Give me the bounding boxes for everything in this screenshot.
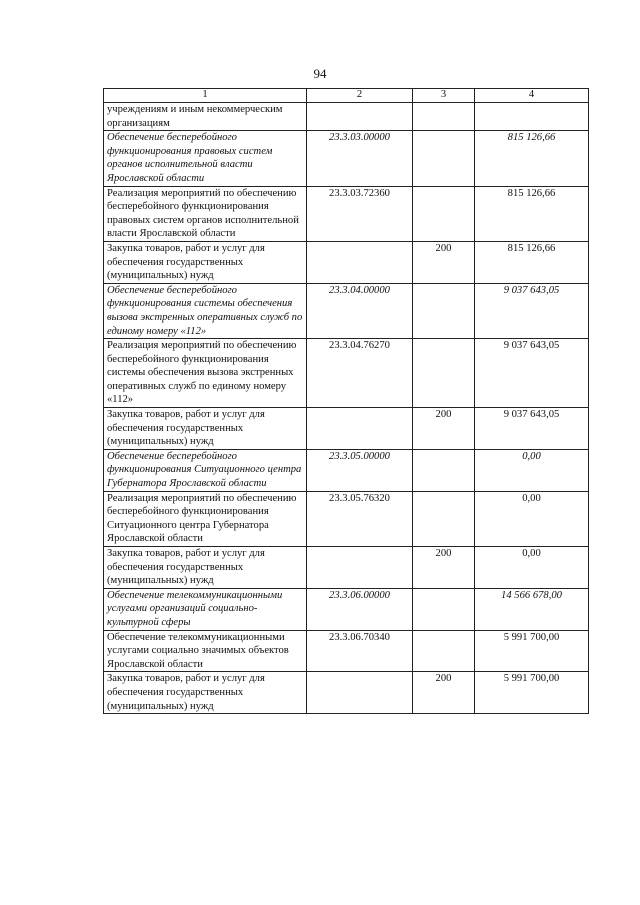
row-code-cell: 23.3.05.76320 [307,491,413,546]
row-expense-type-cell [413,588,475,630]
row-code-cell [307,103,413,131]
row-name-cell: Реализация мероприятий по обеспечению бесперебойного функционирования Ситуационного центра Губернатора Ярославской области [104,491,307,546]
column-header-1: 1 [104,89,307,103]
row-code-cell: 23.3.06.70340 [307,630,413,672]
row-amount-cell: 9 037 643,05 [475,408,589,450]
row-name-cell: Реализация мероприятий по обеспечению бесперебойного функционирования правовых систем органов исполнительной власти Ярославской области [104,186,307,241]
table-row [104,103,589,131]
table-row [104,283,589,338]
row-expense-type-cell [413,283,475,338]
column-header-2: 2 [307,89,413,103]
table-row [104,186,589,241]
row-expense-type-cell [413,186,475,241]
row-code-cell: 23.3.05.00000 [307,449,413,491]
row-expense-type-cell [413,339,475,408]
row-amount-cell: 9 037 643,05 [475,339,589,408]
row-amount-cell [475,103,589,131]
table-row [104,241,589,283]
row-expense-type-cell [413,131,475,186]
column-header-4: 4 [475,89,589,103]
row-amount-cell: 815 126,66 [475,131,589,186]
row-expense-type-cell: 200 [413,408,475,450]
table-row [104,672,589,714]
row-name-cell: Закупка товаров, работ и услуг для обеспечения государственных (муниципальных) нужд [104,408,307,450]
row-expense-type-cell: 200 [413,547,475,589]
row-code-cell [307,672,413,714]
row-code-cell [307,547,413,589]
row-amount-cell: 0,00 [475,491,589,546]
row-expense-type-cell [413,449,475,491]
row-code-cell: 23.3.04.76270 [307,339,413,408]
row-amount-cell: 815 126,66 [475,186,589,241]
table-row [104,588,589,630]
table-row [104,547,589,589]
row-name-cell: Обеспечение бесперебойного функционирования Ситуационного центра Губернатора Ярославской области [104,449,307,491]
row-name-cell: Обеспечение бесперебойного функционирования системы обеспечения вызова экстренных оперативных служб по единому номеру «112» [104,283,307,338]
row-code-cell: 23.3.03.72360 [307,186,413,241]
row-code-cell [307,408,413,450]
row-name-cell: Обеспечение бесперебойного функционирования правовых систем органов исполнительной власти Ярославской области [104,131,307,186]
row-amount-cell: 5 991 700,00 [475,630,589,672]
row-expense-type-cell [413,103,475,131]
row-expense-type-cell: 200 [413,672,475,714]
row-name-cell: Закупка товаров, работ и услуг для обеспечения государственных (муниципальных) нужд [104,672,307,714]
page-number: 94 [313,66,327,81]
row-expense-type-cell [413,630,475,672]
table-row [104,630,589,672]
row-name-cell: Обеспечение телекоммуникационными услугами организаций социально-культурной сферы [104,588,307,630]
row-expense-type-cell [413,491,475,546]
table-row [104,339,589,408]
row-code-cell: 23.3.03.00000 [307,131,413,186]
row-amount-cell: 14 566 678,00 [475,588,589,630]
row-amount-cell: 0,00 [475,449,589,491]
row-name-cell: учреждениям и иным некоммерческим организациям [104,103,307,131]
row-code-cell: 23.3.06.00000 [307,588,413,630]
table-body [104,103,589,714]
table-row [104,408,589,450]
row-code-cell [307,241,413,283]
row-amount-cell: 815 126,66 [475,241,589,283]
row-name-cell: Реализация мероприятий по обеспечению бесперебойного функционирования системы обеспечения вызова экстренных оперативных служб по единому номеру «112» [104,339,307,408]
budget-table [103,88,589,714]
row-amount-cell: 9 037 643,05 [475,283,589,338]
table-row [104,131,589,186]
row-expense-type-cell: 200 [413,241,475,283]
row-amount-cell: 0,00 [475,547,589,589]
row-name-cell: Обеспечение телекоммуникационными услугами социально значимых объектов Ярославской области [104,630,307,672]
row-name-cell: Закупка товаров, работ и услуг для обеспечения государственных (муниципальных) нужд [104,241,307,283]
row-amount-cell: 5 991 700,00 [475,672,589,714]
table-row [104,449,589,491]
table-row [104,491,589,546]
row-code-cell: 23.3.04.00000 [307,283,413,338]
row-name-cell: Закупка товаров, работ и услуг для обеспечения государственных (муниципальных) нужд [104,547,307,589]
column-header-3: 3 [413,89,475,103]
table-header-row [104,89,589,103]
